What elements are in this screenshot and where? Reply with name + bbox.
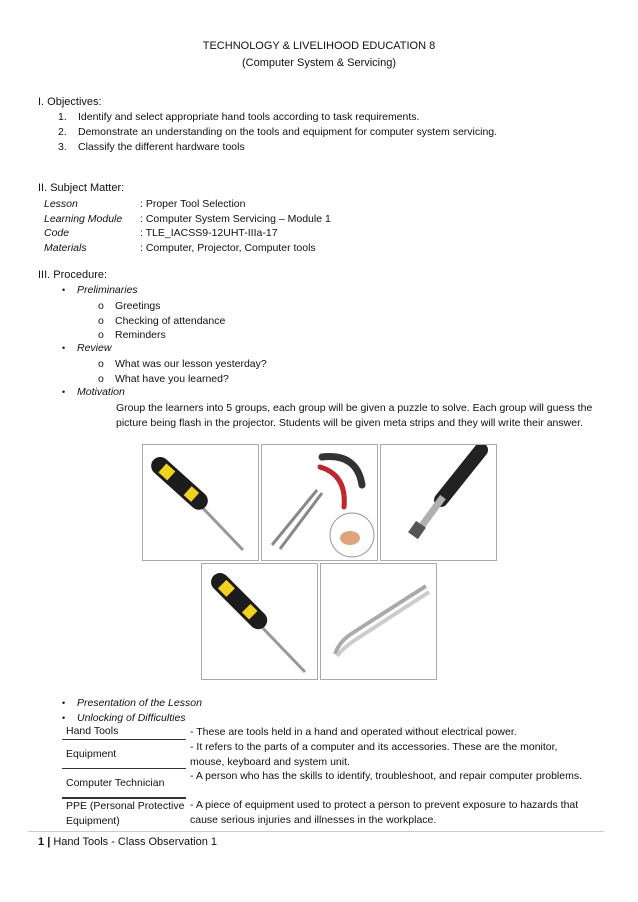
list-item: o Checking of attendance — [98, 314, 226, 327]
page-footer — [38, 836, 217, 848]
glossary-term: Computer Technician — [62, 769, 186, 798]
objective-item: 2. Demonstrate an understanding on the tools and equipment for computer system servicing. — [58, 126, 498, 138]
list-item: o What was our lesson yesterday? — [98, 358, 267, 370]
pliers-icon — [262, 445, 377, 560]
objectives-list — [58, 110, 497, 155]
screwdriver-icon — [143, 445, 258, 560]
screwdriver-photo — [142, 444, 259, 561]
glossary-row — [62, 769, 582, 798]
document-title: TECHNOLOGY & LIVELIHOOD EDUCATION 8 — [202, 40, 436, 52]
tweezers-icon — [321, 564, 436, 679]
objective-item: 1. Identify and select appropriate hand tools according to task requirements. — [58, 111, 420, 123]
subject-row: Lesson : Proper Tool Selection — [44, 198, 246, 210]
bullet-presentation: • Presentation of the Lesson — [62, 697, 202, 709]
preliminaries-list — [98, 299, 225, 343]
glossary-term: Equipment — [62, 740, 186, 769]
glossary-definition: - These are tools held in a hand and operated without electrical power. — [190, 726, 517, 738]
long-nose-pliers-photo — [261, 444, 378, 561]
subject-row: Learning Module : Computer System Servicing – Module 1 — [44, 212, 331, 225]
hex-screwdriver-tip-photo — [380, 444, 497, 561]
review-list — [98, 357, 267, 386]
glossary-definition: - A person who has the skills to identify, troubleshoot, and repair computer problems. — [190, 770, 583, 782]
screwdriver-tip-icon — [381, 445, 496, 560]
subject-row: Code : TLE_IACSS9-12UHT-IIIa-17 — [44, 227, 278, 239]
glossary-definition: - It refers to the parts of a computer and its accessories. These are the monitor, mouse, keyboard and system unit. — [190, 741, 558, 768]
phillips-screwdriver-photo — [201, 563, 318, 680]
glossary-row — [62, 798, 582, 827]
bullet-preliminaries: • Preliminaries — [62, 284, 138, 296]
motivation-text: Group the learners into 5 groups, each group will be given a puzzle to solve. Each group will guess the picture being flash in the projector. Students will be given meta strips and they will write their answer. — [116, 402, 593, 429]
bullet-review: • Review — [62, 342, 112, 354]
glossary-term: PPE (Personal Protective Equipment) — [62, 798, 186, 827]
subject-matter-table — [44, 197, 331, 255]
page-number: 1 — [38, 836, 45, 848]
list-item: o What have you learned? — [98, 372, 229, 385]
subject-row: Materials : Computer, Projector, Computer tools — [44, 241, 316, 254]
bullet-unlocking: • Unlocking of Difficulties — [62, 712, 186, 724]
document-subtitle: (Computer System & Servicing) — [241, 57, 397, 69]
objective-item: 3. Classify the different hardware tools — [58, 141, 245, 153]
glossary-row — [62, 725, 582, 740]
glossary-table — [62, 725, 582, 827]
glossary-term: Hand Tools — [62, 725, 186, 740]
footer-divider — [28, 831, 604, 832]
subject-matter-heading: II. Subject Matter: — [38, 182, 125, 194]
procedure-heading: III. Procedure: — [38, 269, 108, 281]
glossary-definition: - A piece of equipment used to protect a person to prevent exposure to hazards that cause serious injuries and illnesses in the workplace. — [190, 799, 579, 826]
tweezers-photo — [320, 563, 437, 680]
list-item: o Reminders — [98, 329, 166, 341]
footer-text: Hand Tools - Class Observation 1 — [53, 836, 217, 848]
objectives-heading: I. Objectives: — [38, 96, 102, 108]
screwdriver-icon — [202, 564, 317, 679]
footer-separator: | — [47, 836, 51, 848]
list-item: o Greetings — [98, 300, 161, 312]
bullet-motivation: • Motivation — [62, 386, 125, 398]
glossary-row — [62, 740, 582, 769]
